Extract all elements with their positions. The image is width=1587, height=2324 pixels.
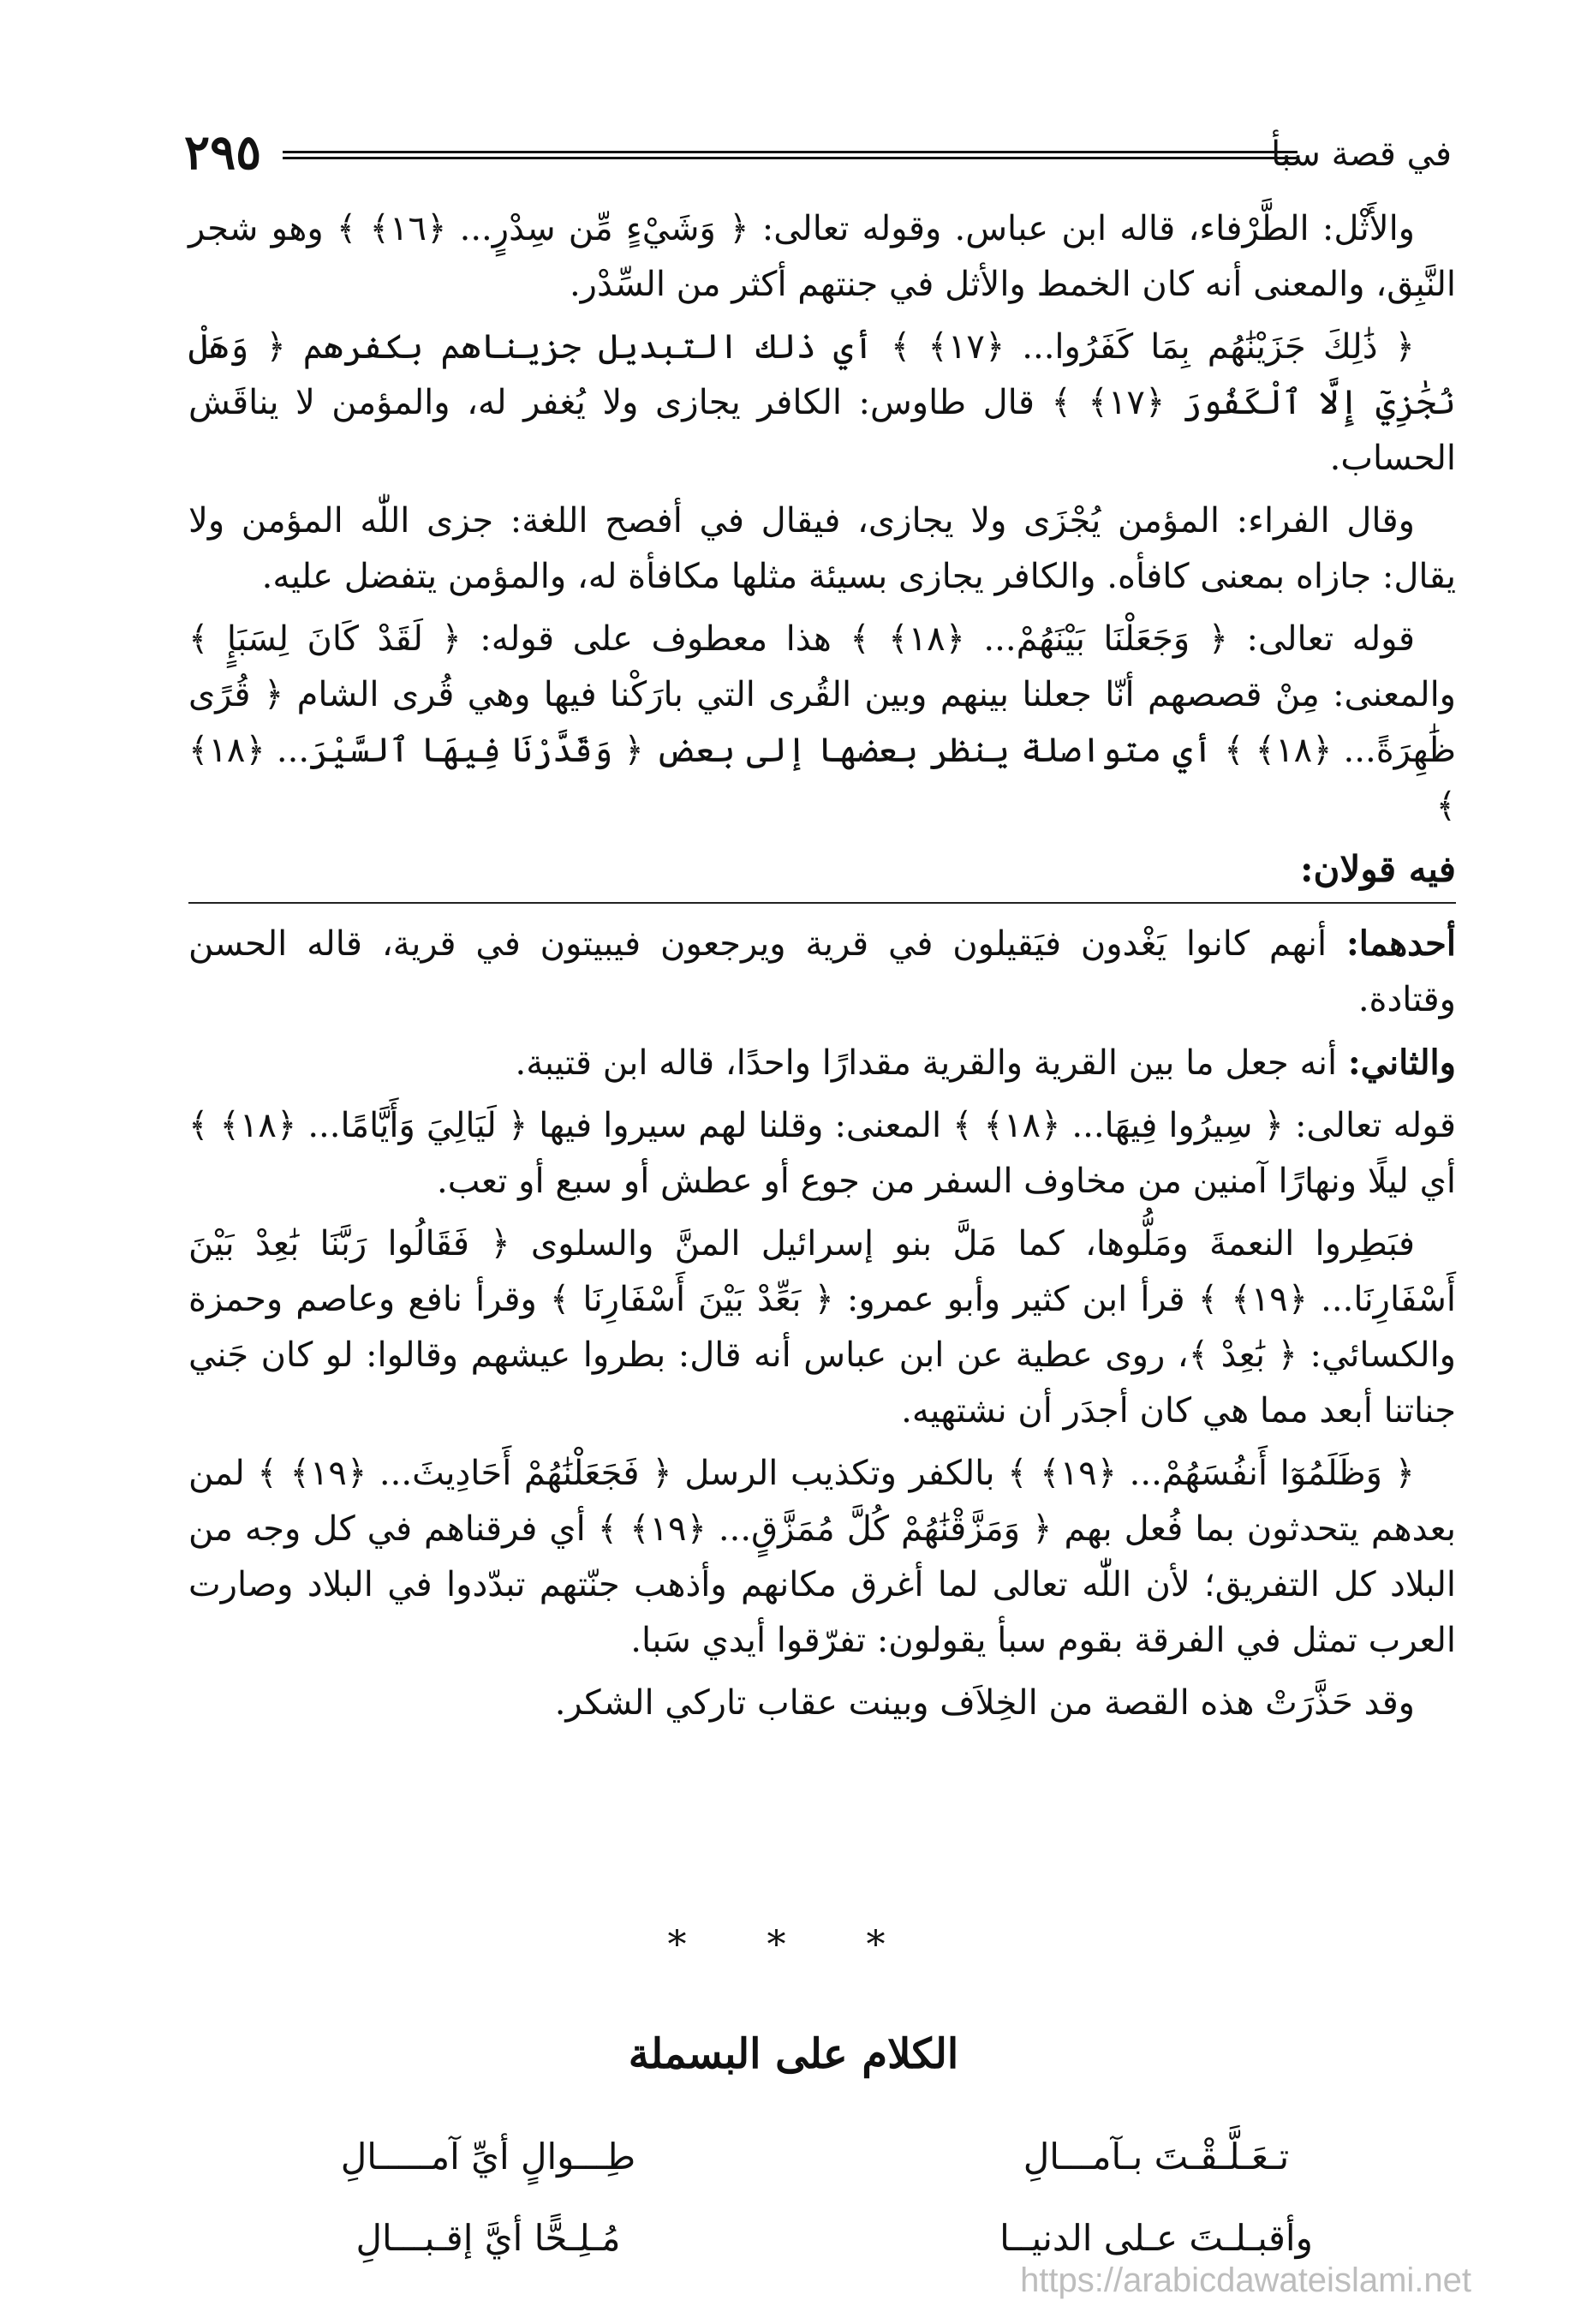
paragraph-jazaynahum: ﴿ ذَٰلِكَ جَزَيْنَٰهُم بِمَا كَفَرُوا... ﴿١٧﴾ ﴾ أي ذلك التبديل جزيناهم بكفرهم ﴿ وَهَلْ نُجَٰزِيٓ إِلَّا ٱلْكَفُورَ ﴿١٧﴾ ﴾ قال طاوس: الكافر يجازى ولا يُغفر له، والمؤمن لا يناقَش الحساب. (188, 327, 1456, 478)
watermark-url: https://arabicdawateislami.net (1020, 2261, 1471, 2299)
paragraph-jaalna: قوله تعالى: ﴿ وَجَعَلْنَا بَيْنَهُمْ... ﴿١٨﴾ ﴾ هذا معطوف على قوله: ﴿ لَقَدْ كَانَ لِسَبَإٍ ﴾ والمعنى: مِنْ قصصهم أنّا جعلنا بينهم وبين القُرى التي بارَكْنا فيها وهي قُرى الشام ﴿ قُرًى ظَٰهِرَةً... ﴿١٨﴾ ﴾ أي متواصلة ينظر بعضها إلى بعض ﴿ وَقَدَّرْنَا فِيهَا ٱلسَّيْرَ... ﴿١٨﴾ ﴾ (188, 619, 1456, 826)
paragraph-bataru: فبَطِروا النعمةَ ومَلُّوها، كما مَلَّ بنو إسرائيل المنَّ والسلوى ﴿ فَقَالُوا رَبَّنَا بَٰعِدْ بَيْنَ أَسْفَارِنَا... ﴿١٩﴾ ﴾ قرأ ابن كثير وأبو عمرو: ﴿ بَعِّدْ بَيْنَ أَسْفَارِنَا ﴾ وقرأ نافع وعاصم وحمزة والكسائي: ﴿ بَٰعِدْ ﴾، روى عطية عن ابن عباس أنه قال: بطروا عيشهم وقالوا: لو كان جَني جناتنا أبعد مما هي كان أجدَر أن نشتهيه. (188, 1224, 1457, 1431)
header-rule (283, 151, 1298, 159)
section-title: الكلام على البسملة (628, 2030, 959, 2078)
page-number: ٢٩٥ (184, 124, 262, 181)
paragraph-conclusion: وقد حَذَّرَتْ هذه القصة من الخِلاَف وبينت عقاب تاركي الشكر. (554, 1683, 1415, 1723)
poem-verse (223, 2116, 1422, 2197)
page-header (184, 124, 1452, 181)
section-separator: * * * (667, 1923, 920, 1967)
poem-hemistich-left: طِـــوالٍ أيِّ آمـــــالِ (340, 2136, 636, 2178)
opinion-first (188, 916, 1456, 1028)
subheading-rule (188, 902, 1456, 904)
paragraph-farra: وقال الفراء: المؤمن يُجْزَى ولا يجازى، فيقال في أفصح اللغة: جزى اللّٰه المؤمن ولا يقال: جازاه بمعنى كافأه. والكافر يجازى بسيئة مثلها مكافأة له، والمؤمن يتفضل عليه. (188, 501, 1456, 596)
subheading: فيه قولان: (1300, 848, 1456, 890)
paragraph-zalamu: ﴿ وَظَلَمُوٓا أَنفُسَهُمْ... ﴿١٩﴾ ﴾ بالكفر وتكذيب الرسل ﴿ فَجَعَلْنَٰهُمْ أَحَادِيثَ... ﴿١٩﴾ ﴾ لمن بعدهم يتحدثون بما فُعل بهم ﴿ وَمَزَّقْنَٰهُمْ كُلَّ مُمَزَّقٍ... ﴿١٩﴾ ﴾ أي فرقناهم في كل وجه من البلاد كل التفريق؛ لأن اللّٰه تعالى لما أغرق مكانهم وأذهب جنّتهم تبدّدوا في البلاد وصارت العرب تمثل في الفرقة بقوم سبأ يقولون: تفرّقوا أيدي سَبا. (188, 1454, 1457, 1660)
opinion-second (188, 1035, 1456, 1091)
page-body (188, 201, 1456, 1738)
paragraph-athl: والأَثْل: الطَّرْفاء، قاله ابن عباس. وقوله تعالى: ﴿ وَشَيْءٍ مِّن سِدْرٍ... ﴿١٦﴾ ﴾ وهو شجر النَّبِق، والمعنى أنه كان الخمط والأثل في جنتهم أكثر من السِّدْر. (188, 209, 1456, 304)
poem (223, 2116, 1422, 2279)
opinion-first-label: أحدهما: (1345, 923, 1456, 964)
poem-hemistich-right: وأقبـلـتَ عـلى الدنيــا (999, 2217, 1313, 2259)
poem-hemistich-left: مُـلِـحًّا أيَّ إقـبـــالِ (355, 2217, 621, 2259)
opinion-second-label: والثاني: (1347, 1043, 1456, 1083)
opinion-first-text: أنهم كانوا يَغْدون فيَقيلون في قرية ويرجعون فيبيتون في قرية، قاله الحسن وقتادة. (188, 924, 1456, 1019)
poem-hemistich-right: تـعَـلَّـقْـتَ بـآمـــالِ (1023, 2136, 1290, 2178)
running-title: في قصة سبأ (1271, 134, 1452, 174)
paragraph-siru: قوله تعالى: ﴿ سِيرُوا فِيهَا... ﴿١٨﴾ ﴾ المعنى: وقلنا لهم سيروا فيها ﴿ لَيَالِيَ وَأَيَّامًا... ﴿١٨﴾ ﴾ أي ليلًا ونهارًا آمنين من مخاوف السفر من جوع أو عطش أو سبع أو تعب. (188, 1106, 1457, 1201)
opinion-second-text: أنه جعل ما بين القرية والقرية مقدارًا واحدًا، قاله ابن قتيبة. (515, 1043, 1348, 1083)
